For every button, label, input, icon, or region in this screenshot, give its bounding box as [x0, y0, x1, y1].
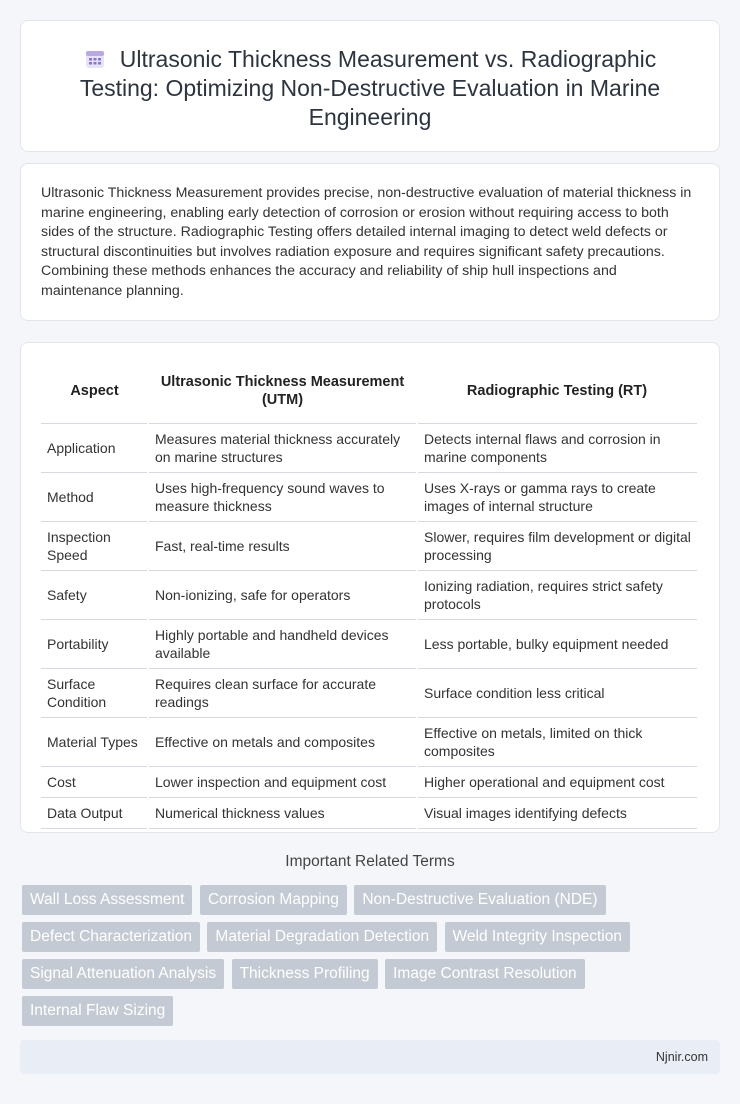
- cell-aspect: Application: [41, 423, 148, 472]
- table-row: [41, 766, 697, 797]
- footer-site-link[interactable]: Njnir.com: [655, 1050, 708, 1064]
- page-title: [61, 45, 679, 132]
- cell-aspect: Data Output: [41, 797, 148, 828]
- related-term-tag[interactable]: Corrosion Mapping: [200, 885, 347, 915]
- cell-utm: Highly portable and handheld devices available: [148, 619, 417, 668]
- related-term-tag[interactable]: Defect Characterization: [22, 922, 200, 952]
- table-row: [41, 521, 697, 570]
- cell-aspect: Material Types: [41, 717, 148, 766]
- header-rt: Radiographic Testing (RT): [417, 361, 697, 423]
- footer: [20, 1040, 720, 1074]
- cell-rt: Detects internal flaws and corrosion in marine components: [417, 423, 697, 472]
- cell-aspect: Surface Condition: [41, 668, 148, 717]
- cell-rt: Visual images identifying defects: [417, 797, 697, 828]
- comparison-table: [41, 361, 697, 829]
- table-row: [41, 797, 697, 828]
- related-term-tag[interactable]: Image Contrast Resolution: [385, 959, 585, 989]
- cell-rt: Slower, requires film development or digital processing: [417, 521, 697, 570]
- related-terms-title: Important Related Terms: [285, 853, 455, 870]
- intro-text: Ultrasonic Thickness Measurement provides precise, non-destructive evaluation of material thickness in marine engineering, enabling early detection of corrosion or erosion without requiring access to both sides of the structure. Radiographic Testing offers detailed internal imaging to detect weld defects or structural discontinuities but involves radiation exposure and requires significant safety precautions. Combining these methods enhances the accuracy and reliability of ship hull inspections and maintenance planning.: [41, 185, 692, 299]
- cell-rt: Surface condition less critical: [417, 668, 697, 717]
- related-term-tag[interactable]: Internal Flaw Sizing: [22, 996, 173, 1026]
- cell-utm: Numerical thickness values: [148, 797, 417, 828]
- table-row: [41, 570, 697, 619]
- cell-rt: Effective on metals, limited on thick composites: [417, 717, 697, 766]
- cell-utm: Measures material thickness accurately on marine structures: [148, 423, 417, 472]
- cell-utm: Uses high-frequency sound waves to measure thickness: [148, 472, 417, 521]
- related-terms-tags: [22, 885, 722, 1033]
- cell-utm: Fast, real-time results: [148, 521, 417, 570]
- related-term-tag[interactable]: Signal Attenuation Analysis: [22, 959, 224, 989]
- cell-aspect: Portability: [41, 619, 148, 668]
- related-term-tag[interactable]: Wall Loss Assessment: [22, 885, 192, 915]
- cell-rt: Less portable, bulky equipment needed: [417, 619, 697, 668]
- related-term-tag[interactable]: Non-Destructive Evaluation (NDE): [354, 885, 605, 915]
- page-title-text: Ultrasonic Thickness Measurement vs. Radiographic Testing: Optimizing Non-Destructive Evaluation in Marine Engineering: [79, 46, 661, 130]
- comparison-table-card: [20, 342, 720, 833]
- cell-aspect: Inspection Speed: [41, 521, 148, 570]
- cell-aspect: Method: [41, 472, 148, 521]
- table-row: [41, 668, 697, 717]
- intro-card: [20, 163, 720, 321]
- title-card: [20, 20, 720, 152]
- header-utm: Ultrasonic Thickness Measurement (UTM): [148, 361, 417, 423]
- table-row: [41, 423, 697, 472]
- calendar-grid-icon: [84, 48, 106, 70]
- cell-utm: Non-ionizing, safe for operators: [148, 570, 417, 619]
- cell-utm: Lower inspection and equipment cost: [148, 766, 417, 797]
- related-term-tag[interactable]: Material Degradation Detection: [207, 922, 437, 952]
- table-row: [41, 472, 697, 521]
- header-aspect: Aspect: [41, 361, 148, 423]
- cell-aspect: Cost: [41, 766, 148, 797]
- table-row: [41, 717, 697, 766]
- table-row: [41, 619, 697, 668]
- cell-rt: Ionizing radiation, requires strict safety protocols: [417, 570, 697, 619]
- cell-rt: Uses X-rays or gamma rays to create images of internal structure: [417, 472, 697, 521]
- cell-utm: Requires clean surface for accurate readings: [148, 668, 417, 717]
- table-header-row: [41, 361, 697, 423]
- related-term-tag[interactable]: Thickness Profiling: [232, 959, 378, 989]
- cell-rt: Higher operational and equipment cost: [417, 766, 697, 797]
- cell-utm: Effective on metals and composites: [148, 717, 417, 766]
- cell-aspect: Safety: [41, 570, 148, 619]
- related-term-tag[interactable]: Weld Integrity Inspection: [445, 922, 630, 952]
